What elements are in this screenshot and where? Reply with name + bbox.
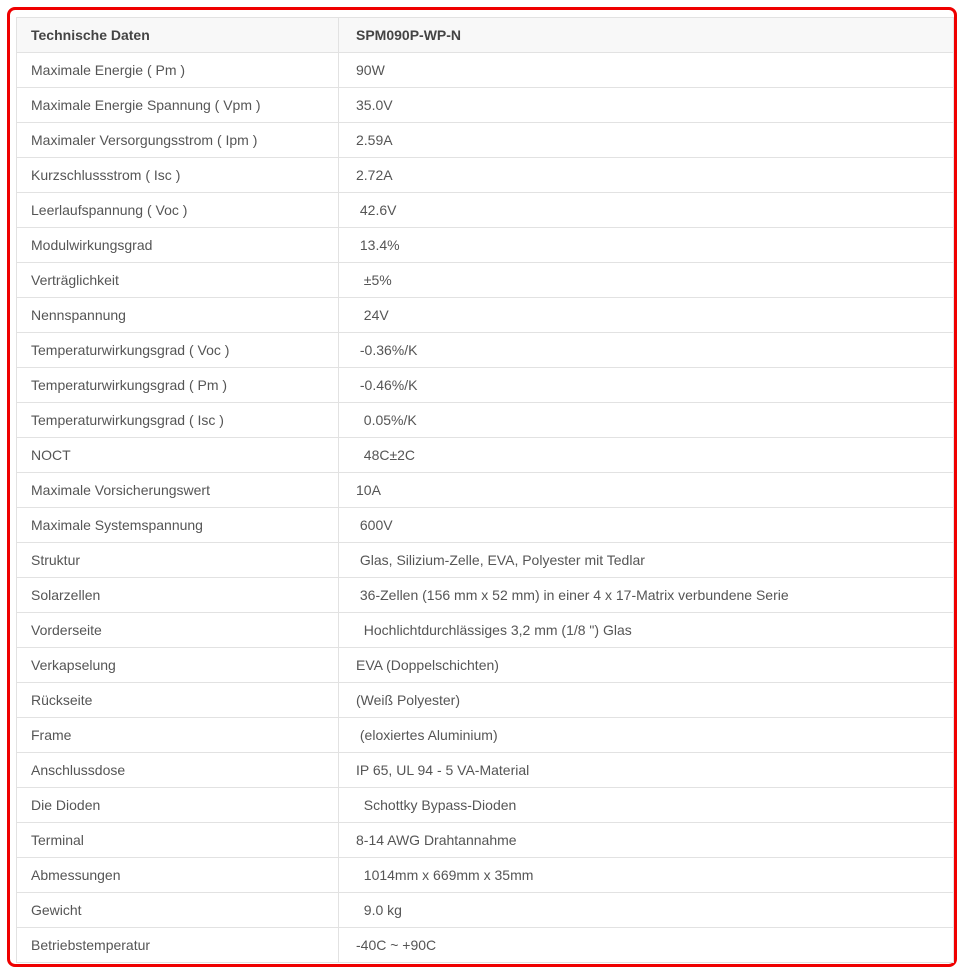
- spec-value: ±5%: [339, 263, 954, 298]
- table-row: [17, 193, 954, 228]
- spec-label: Abmessungen: [17, 858, 339, 893]
- table-row: [17, 228, 954, 263]
- table-row: [17, 298, 954, 333]
- spec-label: Temperaturwirkungsgrad ( Voc ): [17, 333, 339, 368]
- table-header-row: [17, 18, 954, 53]
- table-row: [17, 333, 954, 368]
- spec-value: EVA (Doppelschichten): [339, 648, 954, 683]
- spec-value: 13.4%: [339, 228, 954, 263]
- spec-label: Gewicht: [17, 893, 339, 928]
- spec-value: IP 65, UL 94 - 5 VA-Material: [339, 753, 954, 788]
- table-row: [17, 683, 954, 718]
- spec-label: Maximale Vorsicherungswert: [17, 473, 339, 508]
- table-row: [17, 88, 954, 123]
- spec-label: Die Dioden: [17, 788, 339, 823]
- spec-table-body: [17, 53, 954, 963]
- table-row: [17, 438, 954, 473]
- spec-value: (Weiß Polyester): [339, 683, 954, 718]
- spec-value: (eloxiertes Aluminium): [339, 718, 954, 753]
- table-row: [17, 263, 954, 298]
- spec-value: 600V: [339, 508, 954, 543]
- spec-value: 90W: [339, 53, 954, 88]
- table-row: [17, 368, 954, 403]
- spec-value: -0.46%/K: [339, 368, 954, 403]
- spec-value: Hochlichtdurchlässiges 3,2 mm (1/8 ") Glas: [339, 613, 954, 648]
- spec-label: Solarzellen: [17, 578, 339, 613]
- table-row: [17, 893, 954, 928]
- table-row: [17, 508, 954, 543]
- spec-label: Leerlaufspannung ( Voc ): [17, 193, 339, 228]
- spec-label: Temperaturwirkungsgrad ( Pm ): [17, 368, 339, 403]
- table-row: [17, 543, 954, 578]
- spec-label: Verkapselung: [17, 648, 339, 683]
- table-row: [17, 648, 954, 683]
- spec-value: 10A: [339, 473, 954, 508]
- spec-value: -0.36%/K: [339, 333, 954, 368]
- spec-label: NOCT: [17, 438, 339, 473]
- table-row: [17, 613, 954, 648]
- spec-value: 36-Zellen (156 mm x 52 mm) in einer 4 x 17-Matrix verbundene Serie: [339, 578, 954, 613]
- spec-value: 24V: [339, 298, 954, 333]
- table-row: [17, 928, 954, 963]
- spec-label: Maximale Energie ( Pm ): [17, 53, 339, 88]
- spec-value: 8-14 AWG Drahtannahme: [339, 823, 954, 858]
- spec-label: Maximale Energie Spannung ( Vpm ): [17, 88, 339, 123]
- spec-label: Kurzschlussstrom ( Isc ): [17, 158, 339, 193]
- table-row: [17, 158, 954, 193]
- spec-label: Nennspannung: [17, 298, 339, 333]
- spec-label: Frame: [17, 718, 339, 753]
- spec-label: Maximaler Versorgungsstrom ( Ipm ): [17, 123, 339, 158]
- table-row: [17, 753, 954, 788]
- table-header-model: SPM090P-WP-N: [339, 18, 954, 53]
- spec-value: -40C ~ +90C: [339, 928, 954, 963]
- table-row: [17, 473, 954, 508]
- table-row: [17, 578, 954, 613]
- table-row: [17, 718, 954, 753]
- spec-value: Schottky Bypass-Dioden: [339, 788, 954, 823]
- spec-label: Modulwirkungsgrad: [17, 228, 339, 263]
- spec-label: Maximale Systemspannung: [17, 508, 339, 543]
- spec-value: 48C±2C: [339, 438, 954, 473]
- spec-value: 42.6V: [339, 193, 954, 228]
- table-row: [17, 53, 954, 88]
- spec-label: Anschlussdose: [17, 753, 339, 788]
- spec-value: 1014mm x 669mm x 35mm: [339, 858, 954, 893]
- spec-value: 0.05%/K: [339, 403, 954, 438]
- spec-label: Verträglichkeit: [17, 263, 339, 298]
- table-row: [17, 858, 954, 893]
- table-row: [17, 823, 954, 858]
- spec-value: Glas, Silizium-Zelle, EVA, Polyester mit Tedlar: [339, 543, 954, 578]
- technical-data-table: [16, 17, 954, 963]
- spec-label: Betriebstemperatur: [17, 928, 339, 963]
- table-row: [17, 403, 954, 438]
- spec-value: 9.0 kg: [339, 893, 954, 928]
- spec-value: 2.59A: [339, 123, 954, 158]
- spec-label: Terminal: [17, 823, 339, 858]
- table-row: [17, 788, 954, 823]
- spec-label: Vorderseite: [17, 613, 339, 648]
- table-header-title: Technische Daten: [17, 18, 339, 53]
- spec-value: 2.72A: [339, 158, 954, 193]
- spec-label: Struktur: [17, 543, 339, 578]
- table-row: [17, 123, 954, 158]
- spec-label: Rückseite: [17, 683, 339, 718]
- spec-label: Temperaturwirkungsgrad ( Isc ): [17, 403, 339, 438]
- spec-value: 35.0V: [339, 88, 954, 123]
